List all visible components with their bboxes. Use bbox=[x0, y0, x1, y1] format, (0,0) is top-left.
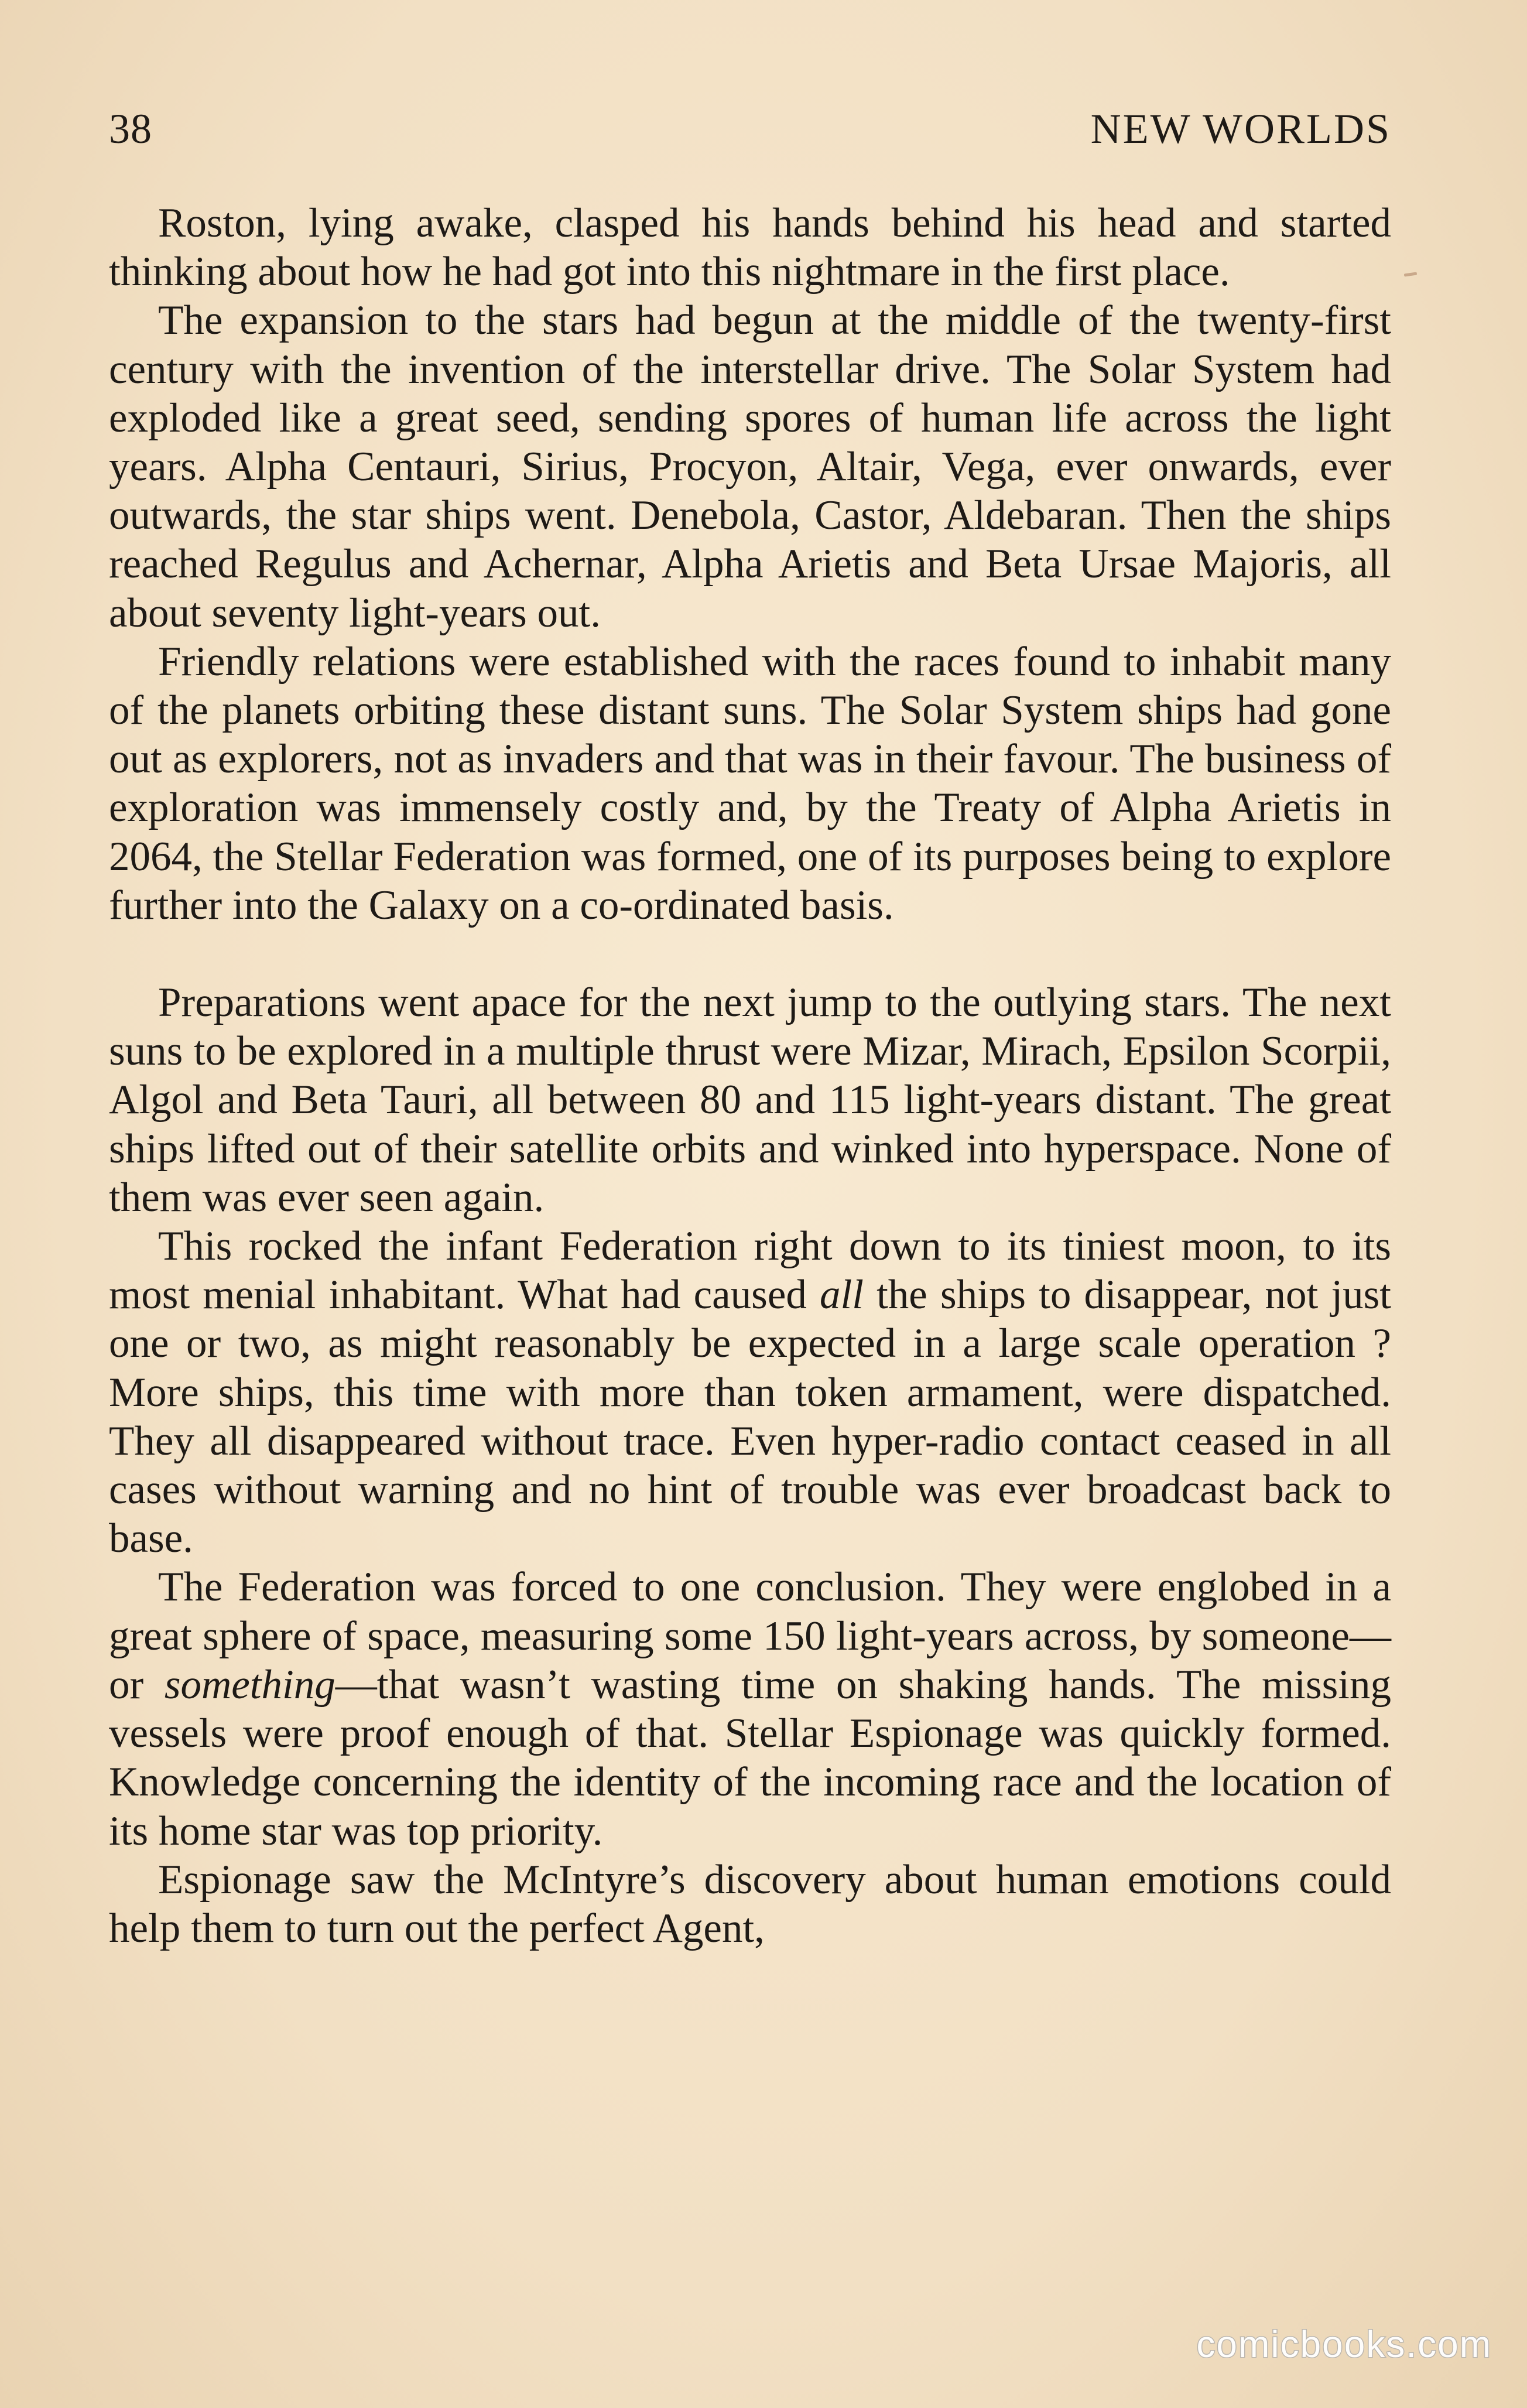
margin-pencil-mark bbox=[1404, 272, 1417, 276]
paragraph bbox=[109, 638, 1391, 930]
text-run: This rocked the infant Federation right down to its tiniest moon, to its most menial inhabitant. What had caused bbox=[109, 1223, 1391, 1318]
paragraph bbox=[109, 1856, 1391, 1953]
text-run: Friendly relations were established with the races found to inhabit many of the planets orbiting these distant suns. The Solar System ships had gone out as explorers, not as invaders and that was in their favour. The business of exploration was immensely costly and, by the Treaty of Alpha Arietis in 2064, the Stellar Federation was formed, one of its purposes being to explore further into the Galaxy on a co-ordinated basis. bbox=[109, 638, 1391, 928]
page-number: 38 bbox=[109, 105, 152, 152]
text-run: The expansion to the stars had begun at the middle of the twenty-first century with the invention of the interstellar drive. The Solar System had exploded like a great seed, sending spores of human life across the light years. Alpha Centauri, Sirius, Procyon, Altair, Vega, ever onwards, ever outwards, the star ships went. Denebola, Castor, Aldebaran. Then the ships reached Regulus and Achernar, Alpha Arietis and Beta Ursae Majoris, all about seventy light-years out. bbox=[109, 297, 1391, 636]
page-header bbox=[109, 100, 1391, 158]
text-run: —that wasn’t wasting time on shaking hands. The missing vessels were proof enough of that. Stellar Espionage was quickly formed. Knowledge concerning the identity of the incoming race and the location of its home star was top priority. bbox=[109, 1661, 1391, 1854]
paragraph bbox=[109, 1222, 1391, 1563]
watermark: comicbooks.com bbox=[1196, 2323, 1492, 2365]
text-run: The Federation was forced to one conclusion. They were englobed in a great sphere of space, measuring some 150 light-years across, by someone—or bbox=[109, 1564, 1391, 1708]
paragraph bbox=[109, 1563, 1391, 1855]
body-text bbox=[109, 199, 1391, 1953]
text-run: the ships to disappear, not just one or two, as might reasonably be expected in a large scale operation ? More ships, this time with more than token armament, were dispatched. They all disappeared without trace. Even hyper-radio contact ceased in all cases without warning and no hint of trouble was ever broadcast back to base. bbox=[109, 1272, 1391, 1562]
text-run: Roston, lying awake, clasped his hands behind his head and started thinking about how he had got into this nightmare in the first place. bbox=[109, 200, 1391, 295]
text-run: Preparations went apace for the next jump to the outlying stars. The next suns to be explored in a multiple thrust were Mizar, Mirach, Epsilon Scorpii, Algol and Beta Tauri, all between 80 and 115 light-years distant. The great ships lifted out of their satellite orbits and winked into hyperspace. None of them was ever seen again. bbox=[109, 980, 1391, 1220]
italic-text: something bbox=[164, 1661, 335, 1708]
text-run: Espionage saw the McIntyre’s discovery about human emotions could help them to turn out the perfect Agent, bbox=[109, 1856, 1391, 1951]
italic-text: all bbox=[819, 1272, 864, 1318]
paragraph bbox=[109, 296, 1391, 637]
running-head: NEW WORLDS bbox=[1090, 105, 1391, 152]
paragraph bbox=[109, 199, 1391, 296]
paragraph bbox=[109, 979, 1391, 1222]
